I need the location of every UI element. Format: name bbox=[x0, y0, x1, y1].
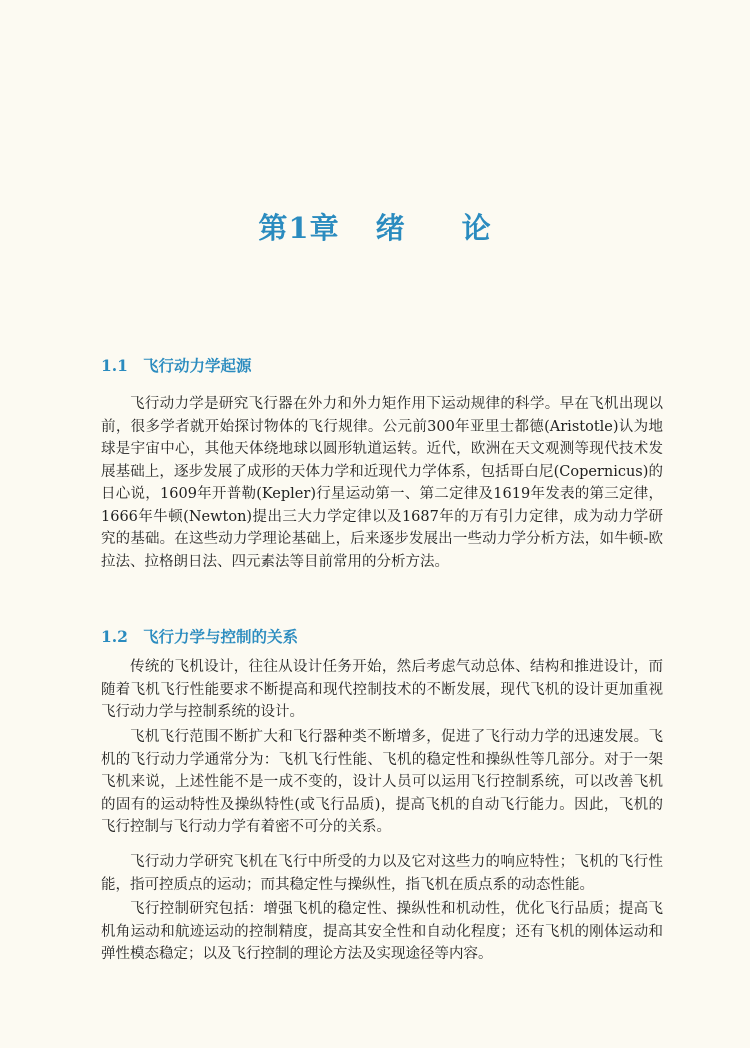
section-heading-1-2 bbox=[101, 625, 298, 647]
chapter-title bbox=[0, 206, 750, 247]
section-number: 1.1 bbox=[101, 356, 128, 375]
section-heading-1-1 bbox=[101, 354, 252, 376]
chapter-number: 第1章 bbox=[258, 211, 340, 245]
section-title: 飞行动力学起源 bbox=[143, 356, 252, 375]
section-title: 飞行力学与控制的关系 bbox=[143, 627, 299, 646]
chapter-title-char-2: 论 bbox=[461, 211, 492, 245]
paragraph: 飞行动力学研究飞机在飞行中所受的力以及它对这些力的响应特性；飞机的飞行性能，指可控质点的运动；而其稳定性与操纵性，指飞机在质点系的动态性能。 bbox=[101, 854, 663, 893]
paragraph: 传统的飞机设计，往往从设计任务开始，然后考虑气动总体、结构和推进设计，而随着飞机飞行性能要求不断提高和现代控制技术的不断发展，现代飞机的设计更加重视飞行动力学与控制系统的设计。 bbox=[101, 659, 663, 720]
paragraph: 飞行动力学是研究飞行器在外力和外力矩作用下运动规律的科学。早在飞机出现以前，很多学者就开始探讨物体的飞行规律。公元前300年亚里士都德(Aristotle)认为地球是宇宙中心，其他天体绕地球以圆形轨道运转。近代，欧洲在天文观测等现代技术发展基础上，逐步发展了成形的天体力学和近现代力学体系，包括哥白尼(Copernicus)的日心说，1609年开普勒(Kepler)行星运动第一、第二定律及1619年发表的第三定律，1666年牛顿(Newton)提出三大力学定律以及1687年的万有引力定律，成为动力学研究的基础。在这些动力学理论基础上，后来逐步发展出一些动力学分析方法，如牛顿-欧拉法、拉格朗日法、四元素法等目前常用的分析方法。 bbox=[101, 396, 663, 570]
paragraph: 飞行控制研究包括：增强飞机的稳定性、操纵性和机动性，优化飞行品质；提高飞机角运动和航迹运动的控制精度，提高其安全性和自动化程度；还有飞机的刚体运动和弹性模态稳定；以及飞行控制的理论方法及实现途径等内容。 bbox=[101, 901, 663, 962]
section-number: 1.2 bbox=[101, 627, 128, 646]
chapter-title-char-1: 绪 bbox=[375, 211, 406, 245]
paragraph: 飞机飞行范围不断扩大和飞行器种类不断增多，促进了飞行动力学的迅速发展。飞机的飞行动力学通常分为：飞机飞行性能、飞机的稳定性和操纵性等几部分。对于一架飞机来说，上述性能不是一成不变的，设计人员可以运用飞行控制系统，可以改善飞机的固有的运动特性及操纵特性(或飞行品质)，提高飞机的自动飞行能力。因此，飞机的飞行控制与飞行动力学有着密不可分的关系。 bbox=[101, 729, 663, 835]
